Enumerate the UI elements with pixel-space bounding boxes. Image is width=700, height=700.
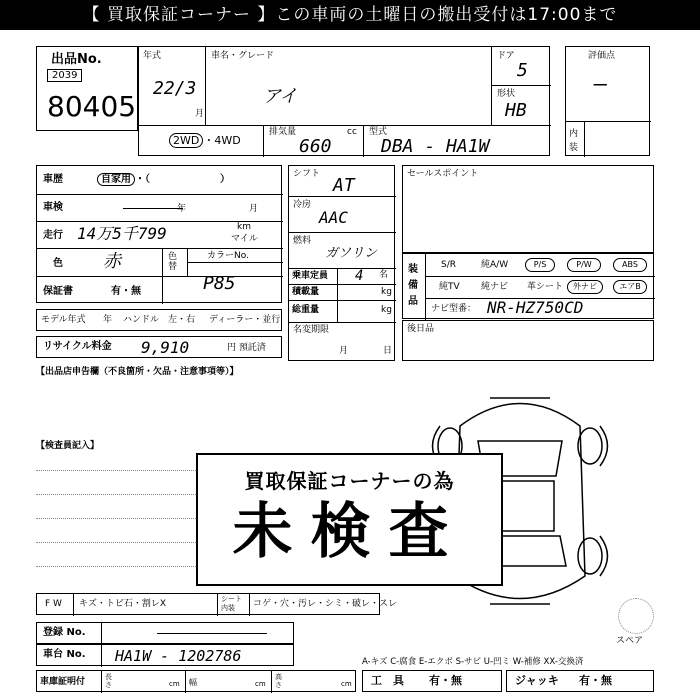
fw-seat-label: シート内装: [221, 595, 242, 612]
tools-label: 工 具: [371, 674, 404, 687]
color-value: 赤: [103, 251, 121, 272]
registration-label: 登録 No.: [43, 627, 86, 638]
stamp-main-text: 未検査: [232, 497, 467, 567]
type-code-value: DBA - HA1W: [381, 136, 490, 157]
color-code-label: カラーNo.: [207, 251, 249, 261]
body-type-value: HB: [505, 100, 527, 121]
score-box: [565, 46, 650, 156]
shift-value: AT: [333, 175, 355, 196]
equip-navi: 純ナビ: [481, 282, 509, 292]
model-label: 車名・グレード: [211, 51, 275, 61]
equip-leather: 革シート: [527, 282, 564, 292]
displacement-label: 排気量: [269, 127, 297, 137]
mileage-label: 走行: [43, 230, 63, 241]
mileage-value: 14万5千799: [77, 224, 167, 243]
type-code-label: 型式: [369, 127, 388, 137]
sales-points-label: セールスポイント: [407, 169, 479, 179]
color-change-note: 色替: [168, 252, 178, 272]
certificate-long-cm: cm: [169, 680, 180, 688]
equip-sr: S/R: [441, 260, 456, 270]
navi-model-label: ナビ型番：: [431, 304, 477, 314]
drive-4wd: 4WD: [214, 134, 241, 147]
certificate-height: 高さ: [275, 673, 282, 689]
chassis-label: 車台 No.: [43, 649, 86, 660]
load-unit: kg: [381, 287, 392, 297]
not-inspected-stamp: [196, 453, 503, 586]
score-value: —: [594, 72, 608, 97]
model-year-row: [36, 309, 282, 331]
drive-2wd: 2WD: [169, 133, 203, 148]
body-type-label: 形状: [497, 89, 516, 99]
aircon-label: 冷房: [293, 200, 312, 210]
mileage-unit2: マイル: [231, 234, 258, 244]
sales-points-box: [402, 165, 654, 253]
recycle-unit: 円 預託済: [227, 343, 266, 353]
details-box: [36, 165, 282, 303]
inspection-year: 年: [177, 204, 187, 214]
equip-tv: 純TV: [439, 282, 460, 292]
load-label: 積載量: [292, 287, 320, 297]
recycle-value: 9,910: [141, 338, 190, 357]
interior-label: 内装: [569, 129, 579, 153]
capacity-label: 乗車定員: [292, 271, 329, 281]
warranty-label: 保証書: [43, 286, 73, 297]
rename-month: 月: [339, 346, 349, 356]
drive-type: 2WD ・4WD: [169, 135, 241, 146]
jack-label: ジャッキ: [515, 674, 559, 687]
equipment-label: 装備品: [408, 264, 418, 307]
fuel-value: ガソリン: [325, 246, 378, 261]
equip-abs: ABS: [613, 258, 647, 272]
jack-value: 有・無: [579, 674, 612, 687]
doors-value: 5: [517, 60, 528, 81]
vehicle-info-box: [138, 46, 550, 156]
aircon-value: AAC: [319, 208, 348, 227]
lot-label: 出品No.: [51, 52, 102, 67]
shift-label: シフト: [293, 169, 321, 179]
recycle-row: [36, 336, 282, 358]
equip-ps: P/S: [525, 258, 555, 272]
color-code-value: P85: [203, 273, 236, 294]
equip-aw: 純A/W: [481, 260, 509, 270]
certificate-row: [36, 670, 356, 692]
postsale-box: [402, 320, 654, 361]
certificate-width: 幅: [189, 678, 197, 687]
equip-pw: P/W: [567, 258, 601, 272]
damage-legend: A-キズ C-腐食 E-エクボ S-サビ U-凹ミ W-補修 XX-交換済: [362, 657, 584, 667]
handle-side: ハンドル 左・右: [123, 315, 196, 325]
exhibitor-notes-label: 【出品店申告欄（不良箇所・欠品・注意事項等）】: [36, 367, 239, 377]
registration-row: [36, 622, 294, 644]
history-value: 自家用 ・（ ）: [97, 174, 230, 186]
fw-row: [36, 593, 398, 615]
model-value: アイ: [263, 86, 298, 107]
certificate-long: 長さ: [105, 673, 112, 689]
inspection-label: 車検: [43, 202, 63, 213]
score-label: 評価点: [588, 51, 616, 61]
stamp-top-text: 買取保証コーナーの為: [244, 469, 455, 493]
postsale-label: 後日品: [407, 324, 435, 334]
lot-number: 80405: [47, 90, 137, 123]
chassis-row: [36, 644, 294, 666]
fuel-label: 燃料: [293, 236, 312, 246]
fw-damages: キズ・トビ石・割レX: [79, 599, 166, 609]
fw-label: F W: [45, 599, 62, 609]
chassis-value: HA1W - 1202786: [115, 647, 242, 665]
equip-ext-navi: 外ナビ: [567, 280, 603, 294]
tools-box: [362, 670, 502, 692]
header-banner: 【 買取保証コーナー 】この車両の土曜日の搬出受付は17:00まで: [0, 0, 700, 30]
navi-model-value: NR-HZ750CD: [487, 298, 584, 317]
doors-label: ドア: [497, 51, 515, 61]
inspection-month: 月: [249, 204, 259, 214]
certificate-width-cm: cm: [255, 680, 266, 688]
spare-label: スペア: [616, 636, 644, 646]
gross-unit: kg: [381, 305, 392, 315]
lot-code: 2039: [47, 69, 82, 82]
color-label: 色: [53, 258, 63, 269]
year-label: 年式: [143, 51, 162, 61]
spare-tire-icon: [618, 598, 654, 634]
rename-label: 名変期限: [293, 325, 330, 335]
model-year-label: モデル年式: [41, 315, 86, 325]
certificate-label: 車庫証明付: [40, 677, 86, 687]
capacity-value: 4: [355, 268, 364, 284]
displacement-unit: cc: [347, 127, 357, 137]
history-label: 車歴: [43, 174, 63, 185]
model-year-unit: 年: [103, 315, 113, 325]
displacement-value: 660: [299, 136, 332, 157]
certificate-height-cm: cm: [341, 680, 352, 688]
jack-box: [506, 670, 654, 692]
year-month-unit: 月: [195, 109, 205, 119]
equip-airbag: エアB: [613, 280, 647, 294]
capacity-unit: 名: [379, 270, 389, 280]
lot-box: [36, 46, 138, 131]
mileage-unit: km: [237, 222, 251, 232]
inspector-notes-label: 【検査員記入】: [36, 441, 100, 451]
equipment-box: [402, 253, 654, 319]
recycle-label: リサイクル料金: [43, 341, 112, 352]
tools-value: 有・無: [429, 674, 462, 687]
warranty-value: 有・無: [111, 286, 141, 297]
gross-label: 総重量: [292, 305, 320, 315]
year-value: 22/3: [153, 78, 197, 99]
spec-box: [288, 165, 395, 361]
dealer-import: ディーラー・並行: [209, 315, 281, 325]
fw-seat-text: コゲ・穴・汚レ・シミ・破レ・スレ: [253, 599, 398, 609]
rename-day: 日: [383, 346, 393, 356]
